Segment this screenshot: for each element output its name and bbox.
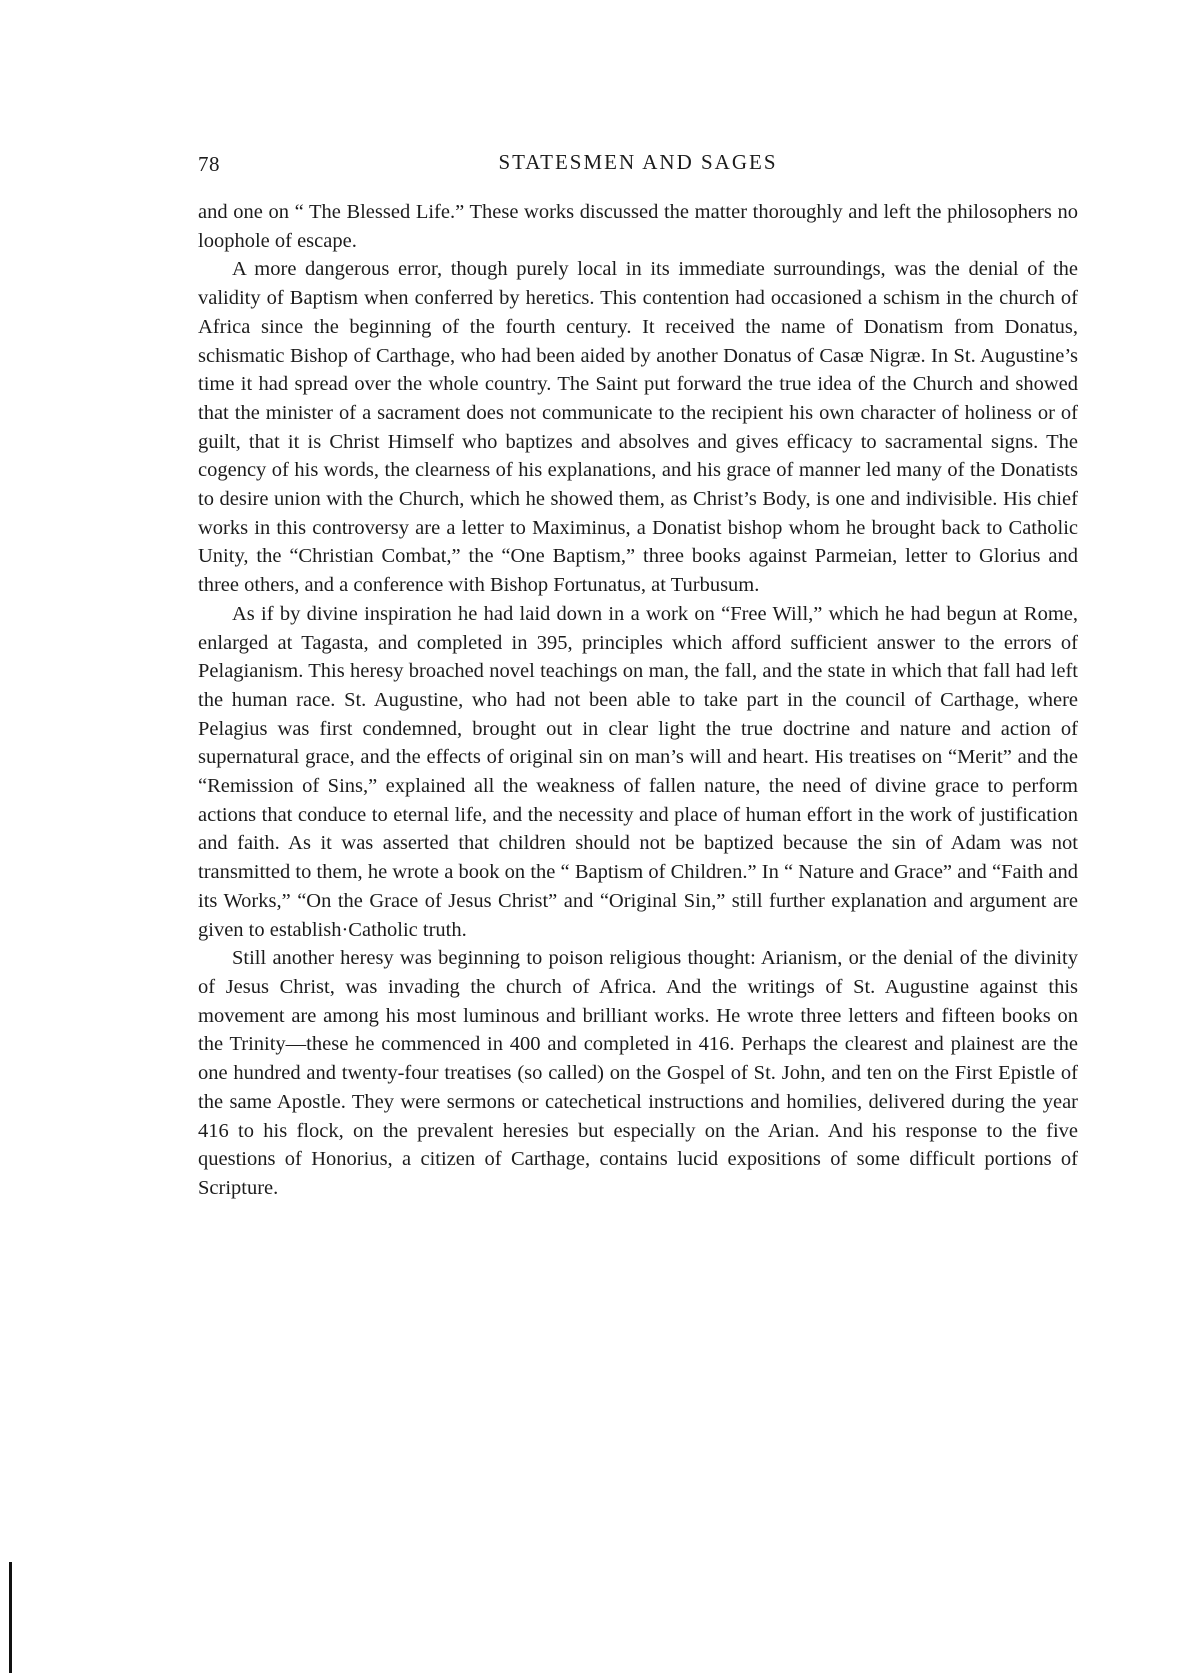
running-title: STATESMEN AND SAGES bbox=[498, 150, 778, 174]
scan-edge-mark bbox=[9, 1562, 12, 1673]
paragraph-donatism: A more dangerous error, though purely local in its immediate surroundings, was the denial of the validity of Baptism when conferred by heretics. This contention had occasioned a schism in the church of Africa since the beginning of the fourth century. It received the name of Donatism from Donatus, schismatic Bishop of Carthage, who had been aided by another Donatus of Casæ Nigræ. In St. Augustine’s time it had spread over the whole country. The Saint put forward the true idea of the Church and showed that the minister of a sacrament does not communicate to the recipient his own character of holiness or of guilt, that it is Christ Himself who baptizes and absolves and gives efficacy to sacramental signs. The cogency of his words, the clearness of his explanations, and his grace of manner led many of the Donatists to desire union with the Church, which he showed them, as Christ’s Body, is one and indivisible. His chief works in this controversy are a letter to Maximinus, a Donatist bishop whom he brought back to Catholic Unity, the “Christian Combat,” the “One Baptism,” three books against Parmeian, letter to Glorius and three others, and a conference with Bishop Fortunatus, at Turbusum. bbox=[198, 258, 1078, 597]
body-text bbox=[198, 198, 1078, 1203]
paragraph-arianism: Still another heresy was beginning to poison religious thought: Arianism, or the denial of the divinity of Jesus Christ, was invading the church of Africa. And the writings of St. Augustine against this movement are among his most luminous and brilliant works. He wrote three letters and fifteen books on the Trinity—these he commenced in 400 and completed in 416. Perhaps the clearest and plainest are the one hundred and twenty-four treatises (so called) on the Gospel of St. John, and ten on the First Epistle of the same Apostle. They were sermons or catechetical instructions and homilies, delivered during the year 416 to his flock, on the prevalent heresies but especially on the Arian. And his response to the five questions of Honorius, a citizen of Carthage, contains lucid expositions of some difficult portions of Scripture. bbox=[198, 947, 1078, 1199]
running-header bbox=[198, 152, 1078, 182]
paragraph-pelagianism: As if by divine inspiration he had laid down in a work on “Free Will,” which he had begun at Rome, enlarged at Tagasta, and completed in 395, principles which afford sufficient answer to the errors of Pelagianism. This heresy broached novel teachings on man, the fall, and the state in which that fall had left the human race. St. Augustine, who had not been able to take part in the council of Carthage, where Pelagius was first condemned, brought out in clear light the true doctrine and nature and action of supernatural grace, and the effects of original sin on man’s will and heart. His treatises on “Merit” and the “Remission of Sins,” explained all the weakness of fallen nature, the need of divine grace to perform actions that conduce to eternal life, and the necessity and place of human effort in the work of justification and faith. As it was asserted that children should not be baptized because the sin of Adam was not transmitted to them, he wrote a book on the “ Baptism of Children.” In “ Nature and Grace” and “Faith and its Works,” “On the Grace of Jesus Christ” and “Original Sin,” still further explanation and argument are given to establish·Catholic truth. bbox=[198, 602, 1078, 941]
paragraph-continuation: and one on “ The Blessed Life.” These works discussed the matter thoroughly and left the philosophers no loophole of escape. bbox=[198, 201, 1078, 252]
page-number: 78 bbox=[198, 152, 220, 176]
